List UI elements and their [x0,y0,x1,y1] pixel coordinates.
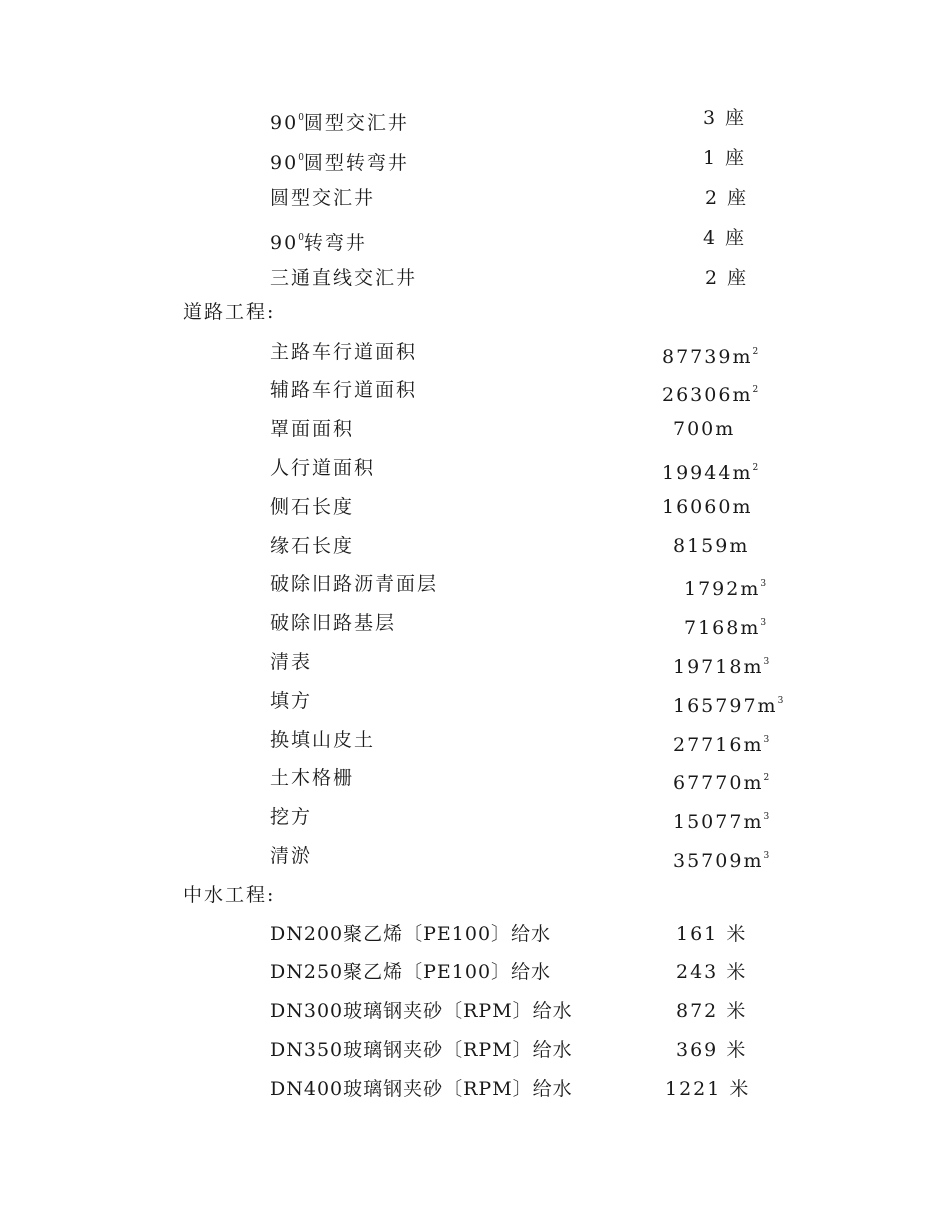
well-qty: 4 座 [703,227,747,249]
road-item-value: 16060m [662,496,753,518]
pipe-item-name: DN350玻璃钢夹砂〔RPM〕给水 [270,1039,573,1061]
road-item-value: $19944m^2$ [662,462,759,484]
pipe-item-name: DN300玻璃钢夹砂〔RPM〕给水 [270,1000,573,1022]
pipe-item-value: 369 米 [676,1039,748,1061]
well-item: $90^0$圆型转弯井 [270,152,409,174]
road-item-name: 罩面面积 [270,418,355,440]
road-item-value: $1792m^3$ [684,578,767,600]
road-item-name: 破除旧路基层 [270,612,397,634]
pipe-item-value: 872 米 [676,1000,748,1022]
well-item: $90^0$转弯井 [270,232,367,254]
road-item-name: 土木格栅 [270,767,355,789]
road-item-value: $67770m^2$ [673,772,770,794]
road-item-name: 辅路车行道面积 [270,379,418,401]
well-item: 三通直线交汇井 [270,267,418,289]
well-qty: 1 座 [703,147,747,169]
road-item-value: $27716m^3$ [673,734,770,756]
pipe-item-value: 243 米 [676,961,748,983]
pipe-item-value: 161 米 [676,923,748,945]
well-qty: 2 座 [705,267,749,289]
well-item: 圆型交汇井 [270,187,376,209]
pipe-item-value: 1221 米 [665,1078,751,1100]
road-item-name: 挖方 [270,806,313,828]
well-qty: 3 座 [703,107,747,129]
road-item-value: $26306m^2$ [662,384,759,406]
road-item-name: 缘石长度 [270,535,355,557]
road-item-value: $87739m^2$ [662,346,759,368]
road-item-value: $15077m^3$ [673,811,770,833]
road-item-name: 清淤 [270,845,313,867]
road-item-name: 人行道面积 [270,457,376,479]
road-item-name: 破除旧路沥青面层 [270,573,439,595]
well-item: $90^0$圆型交汇井 [270,112,409,134]
pipe-item-name: DN400玻璃钢夹砂〔RPM〕给水 [270,1078,573,1100]
road-item-value: $7168m^3$ [684,617,767,639]
road-item-name: 换填山皮土 [270,729,376,751]
road-item-name: 主路车行道面积 [270,341,418,363]
well-qty: 2 座 [705,187,749,209]
road-item-name: 侧石长度 [270,496,355,518]
road-heading: 道路工程: [183,301,276,323]
road-item-name: 清表 [270,651,313,673]
road-item-value: $19718m^3$ [673,656,770,678]
road-item-value: $165797m^3$ [673,695,784,717]
reclaimed-heading: 中水工程: [183,884,276,906]
pipe-item-name: DN200聚乙烯〔PE100〕给水 [270,923,552,945]
pipe-item-name: DN250聚乙烯〔PE100〕给水 [270,961,552,983]
road-item-value: 8159m [673,535,750,557]
road-item-name: 填方 [270,690,313,712]
road-item-value: 700m [673,418,736,440]
road-item-value: $35709m^3$ [673,850,770,872]
